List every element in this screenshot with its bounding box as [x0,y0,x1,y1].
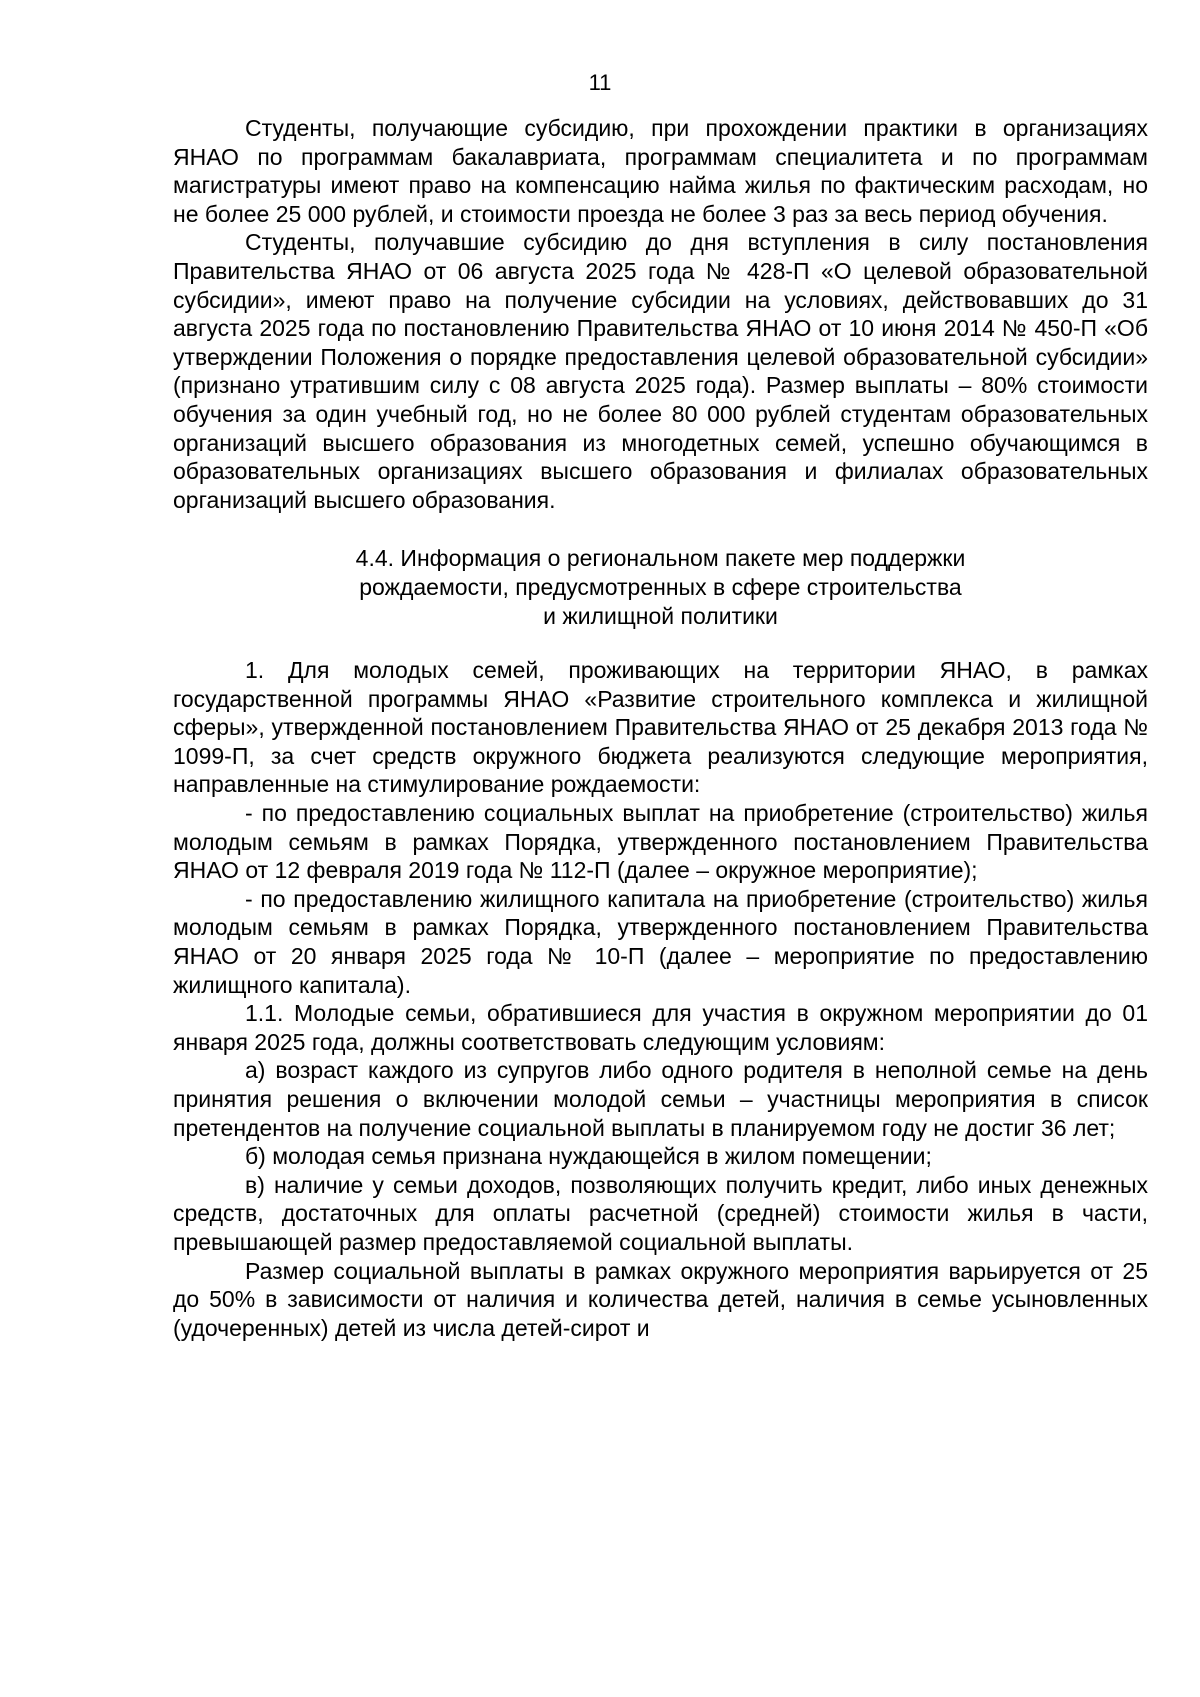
paragraph-young-families-program: 1. Для молодых семей, проживающих на территории ЯНАО, в рамках государственной программы ЯНАО «Развитие строительного комплекса и жилищной сферы», утвержденной постановлением Правительства ЯНАО от 25 декабря 2013 года № 1099-П, за счет средств окружного бюджета реализуются следующие мероприятия, направленные на стимулирование рождаемости: [173,657,1148,798]
paragraph-payment-size: Размер социальной выплаты в рамках окружного мероприятия варьируется от 25 до 50% в зависимости от наличия и количества детей, наличия в семье усыновленных (удочеренных) детей из числа детей-сирот и [173,1257,1148,1341]
paragraph-conditions-intro: 1.1. Молодые семьи, обратившиеся для участия в окружном мероприятии до 01 января 2025 года, должны соответствовать следующим условиям: [173,1000,1148,1055]
document-body [173,114,1148,1342]
section-heading-line-3: и жилищной политики [543,602,778,629]
paragraph-students-subsidy-conditions: Студенты, получавшие субсидию до дня вступления в силу постановления Правительства ЯНАО от 06 августа 2025 года № 428-П «О целевой образовательной субсидии», имеют право на получение субсидии на условиях, действовавших до 31 августа 2025 года по постановлению Правительства ЯНАО от 10 июня 2014 № 450-П «Об утверждении Положения о порядке предоставления целевой образовательной субсидии» (признано утратившим силу с 08 августа 2025 года). Размер выплаты – 80% стоимости обучения за один учебный год, но не более 80 000 рублей студентам образовательных организаций высшего образования из многодетных семей, успешно обучающимся в образовательных организациях высшего образования и филиалах образовательных организаций высшего образования. [173,229,1148,513]
section-heading-line-2: рождаемости, предусмотренных в сфере строительства [359,573,962,600]
condition-item-c: в) наличие у семьи доходов, позволяющих получить кредит, либо иных денежных средств, достаточных для оплаты расчетной (средней) стоимости жилья в части, превышающей размер предоставляемой социальной выплаты. [173,1171,1148,1255]
section-heading-line-1: 4.4. Информация о региональном пакете мер поддержки [355,545,966,572]
list-item-social-payments: - по предоставлению социальных выплат на приобретение (строительство) жилья молодым семьям в рамках Порядка, утвержденного постановлением Правительства ЯНАО от 12 февраля 2019 года № 112-П (далее – окружное мероприятие); [173,800,1148,884]
page-number: 11 [588,70,612,95]
section-heading [173,544,1148,630]
condition-item-a: а) возраст каждого из супругов либо одного родителя в неполной семье на день принятия решения о включении молодой семьи – участницы мероприятия в список претендентов на получение социальной выплаты в планируемом году не достиг 36 лет; [173,1057,1148,1141]
condition-item-b: б) молодая семья признана нуждающейся в жилом помещении; [245,1143,932,1170]
list-item-housing-capital: - по предоставлению жилищного капитала на приобретение (строительство) жилья молодым семьям в рамках Порядка, утвержденного постановлением Правительства ЯНАО от 20 января 2025 года № 10-П (далее – мероприятие по предоставлению жилищного капитала). [173,885,1148,998]
paragraph-students-compensation: Студенты, получающие субсидию, при прохождении практики в организациях ЯНАО по программам бакалавриата, программам специалитета и по программам магистратуры имеют право на компенсацию найма жилья по фактическим расходам, но не более 25 000 рублей, и стоимости проезда не более 3 раз за весь период обучения. [173,115,1148,227]
